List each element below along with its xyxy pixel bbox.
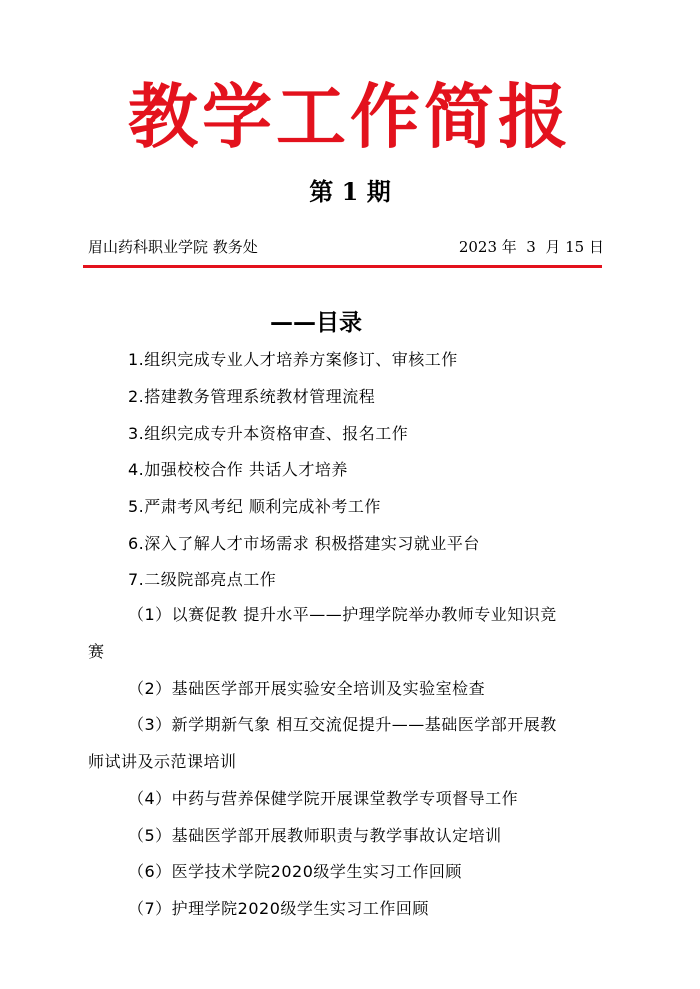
toc-item: 6.深入了解人才市场需求 积极搭建实习就业平台 xyxy=(128,534,480,553)
toc-subitem: （6）医学技术学院2020级学生实习工作回顾 xyxy=(128,862,462,881)
toc-subitem-continuation: 赛 xyxy=(88,642,105,661)
publish-date: 2023 年 3 月 15 日 xyxy=(458,238,604,256)
toc-item: 4.加强校校合作 共话人才培养 xyxy=(128,460,348,479)
toc-item: 1.组织完成专业人才培养方案修订、审核工作 xyxy=(128,350,458,369)
toc-subitem: （2）基础医学部开展实验安全培训及实验室检查 xyxy=(128,679,486,698)
toc-heading: ——目录 xyxy=(270,310,362,336)
toc-item: 2.搭建教务管理系统教材管理流程 xyxy=(128,387,376,406)
toc-item: 5.严肃考风考纪 顺利完成补考工作 xyxy=(128,497,381,516)
toc-subitem-continuation: 师试讲及示范课培训 xyxy=(88,752,237,771)
issue-number: 第 1 期 xyxy=(309,177,391,206)
toc-item: 7.二级院部亮点工作 xyxy=(128,570,277,589)
toc-subitem: （4）中药与营养保健学院开展课堂教学专项督导工作 xyxy=(128,789,519,808)
toc-item: 3.组织完成专升本资格审查、报名工作 xyxy=(128,424,409,443)
toc-subitem: （7）护理学院2020级学生实习工作回顾 xyxy=(128,899,429,918)
toc-subitem: （3）新学期新气象 相互交流促提升——基础医学部开展教 xyxy=(128,715,557,734)
toc-subitem: （1）以赛促教 提升水平——护理学院举办教师专业知识竞 xyxy=(128,605,557,624)
toc-subitem: （5）基础医学部开展教师职责与教学事故认定培训 xyxy=(128,826,502,845)
publisher-label: 眉山药科职业学院 教务处 xyxy=(88,238,258,256)
masthead-title: 教学工作简报 xyxy=(128,75,572,158)
